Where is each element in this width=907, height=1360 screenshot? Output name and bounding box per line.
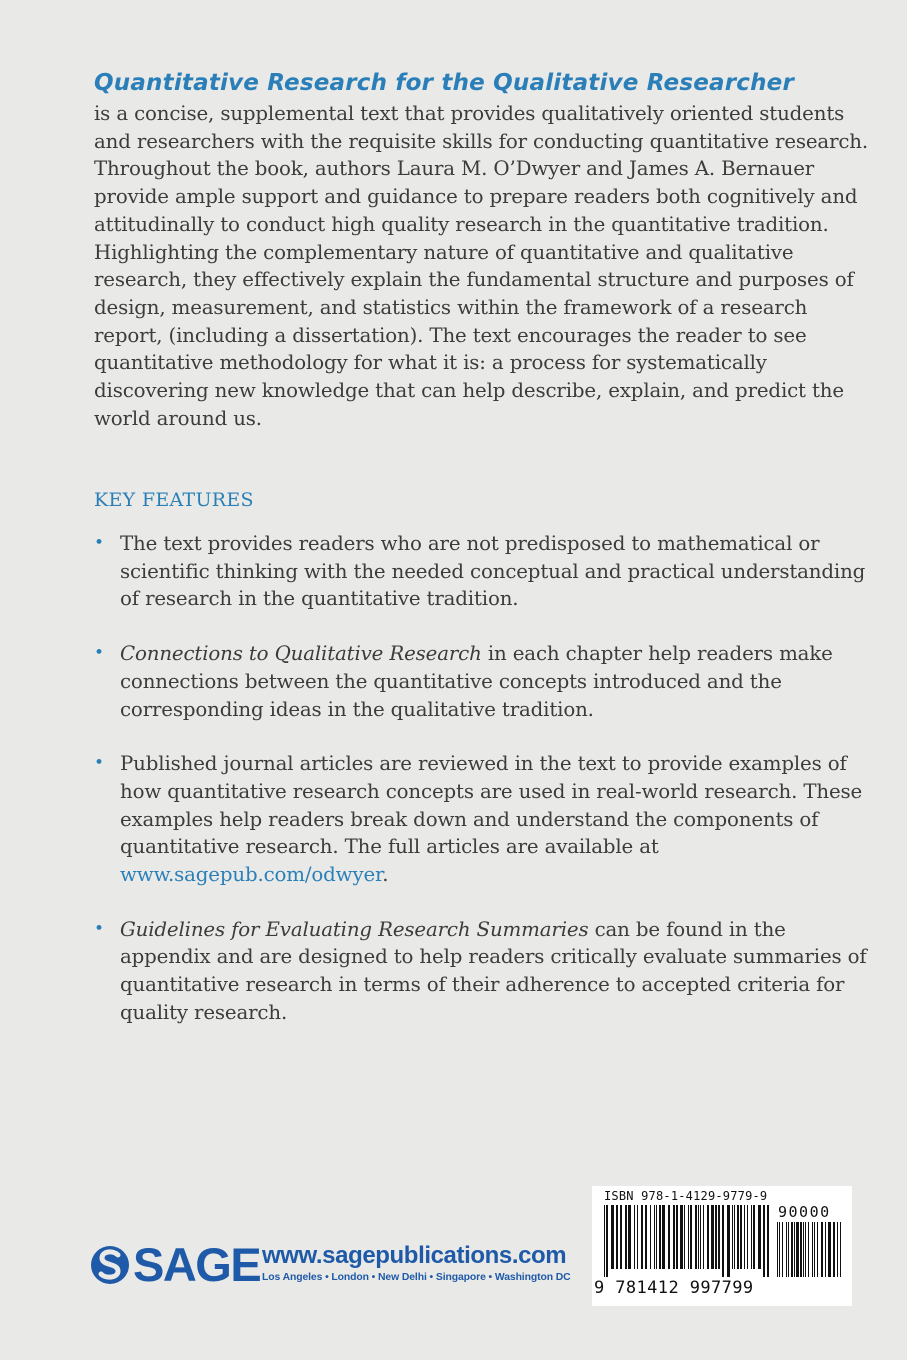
barcode-bar bbox=[645, 1205, 647, 1269]
barcode-bar bbox=[662, 1205, 665, 1269]
barcode-bar bbox=[758, 1205, 761, 1269]
bullet-icon: • bbox=[94, 533, 104, 553]
barcode-bar bbox=[788, 1222, 789, 1277]
barcode-bar bbox=[707, 1205, 709, 1269]
barcode-bar bbox=[606, 1205, 608, 1277]
barcode-bar bbox=[794, 1222, 795, 1277]
barcode-bar bbox=[740, 1205, 742, 1269]
barcode-bar bbox=[734, 1205, 735, 1269]
barcode-bar bbox=[808, 1222, 809, 1277]
barcode-bar bbox=[727, 1205, 730, 1277]
feature-item bbox=[94, 530, 874, 613]
barcode-bar bbox=[744, 1205, 745, 1269]
intro-paragraph: is a concise, supplemental text that provides qualitatively oriented students and researchers with the requisite skills for conducting quantitative research. Throughout the book, authors Laura M. O’Dwyer and James A. Bernauer provide ample support and guidance to prepare readers both cognitively and attitudinally to conduct high quality research in the quantitative tradition. Highlighting the complementary nature of quantitative and qualitative research, they effectively explain the fundamental structure and purposes of design, measurement, and statistics within the framework of a research report, (including a dissertation). The text encourages the reader to see quantitative methodology for what it is: a process for systematically discovering new knowledge that can help describe, explain, and predict the world around us. bbox=[94, 102, 869, 430]
barcode-bar bbox=[680, 1205, 683, 1269]
book-title: Quantitative Research for the Qualitative Researcher bbox=[94, 70, 795, 96]
barcode-bar bbox=[821, 1222, 823, 1277]
isbn-label: ISBN 978-1-4129-9779-9 bbox=[604, 1189, 768, 1203]
key-features-heading: KEY FEATURES bbox=[94, 489, 254, 511]
feature-text-end: . bbox=[382, 863, 389, 887]
bullet-icon: • bbox=[94, 753, 104, 774]
barcode-bar bbox=[747, 1205, 748, 1269]
publisher-website[interactable]: www.sagepublications.com bbox=[262, 1242, 567, 1269]
barcode-bar bbox=[732, 1205, 733, 1269]
barcode-bar bbox=[777, 1222, 778, 1277]
barcode-bar bbox=[656, 1205, 657, 1269]
barcode-bar bbox=[620, 1205, 622, 1269]
barcode-bar bbox=[703, 1205, 704, 1269]
feature-text: The text provides readers who are not predisposed to mathematical or scientific thinking with the needed conceptual and practical understanding of research in the quantitative tradition. bbox=[120, 532, 866, 611]
feature-italic-title: Connections to Qualitative Research bbox=[120, 642, 482, 666]
price-addon-barcode-bars bbox=[777, 1222, 845, 1277]
barcode-bar bbox=[833, 1222, 835, 1277]
barcode-bar bbox=[700, 1205, 701, 1269]
feature-item bbox=[94, 750, 874, 889]
barcode-bar bbox=[637, 1205, 638, 1269]
barcode-bar bbox=[684, 1205, 685, 1269]
barcode-bar bbox=[817, 1222, 818, 1277]
barcode-bar bbox=[751, 1205, 752, 1269]
barcode-bar bbox=[753, 1205, 755, 1269]
barcode-bar bbox=[840, 1222, 841, 1277]
barcode-bar bbox=[695, 1205, 697, 1269]
sage-s-emblem-icon bbox=[89, 1240, 133, 1290]
feature-text: Published journal articles are reviewed in the text to provide examples of how quantitative research concepts are used in real-world research. These examples help readers break down and understand the components of quantitative research. The full articles are available at bbox=[120, 752, 863, 859]
barcode-bar bbox=[825, 1222, 826, 1277]
barcode-bar bbox=[791, 1222, 793, 1277]
barcode-bar bbox=[779, 1222, 780, 1277]
barcode-bar bbox=[828, 1222, 831, 1277]
ean-digits: 9 781412 997799 bbox=[594, 1278, 754, 1298]
barcode-bar bbox=[659, 1205, 661, 1269]
bullet-icon: • bbox=[94, 643, 104, 664]
barcode-bar bbox=[782, 1222, 783, 1277]
barcode-bar bbox=[805, 1222, 806, 1277]
barcode-bar bbox=[611, 1205, 614, 1269]
barcode-bar bbox=[814, 1222, 815, 1277]
barcode-bar bbox=[796, 1222, 799, 1277]
feature-italic-title: Guidelines for Evaluating Research Summaries bbox=[120, 917, 589, 941]
barcode-bar bbox=[786, 1222, 787, 1277]
feature-item bbox=[94, 916, 874, 1027]
barcode-bar bbox=[711, 1205, 714, 1269]
feature-text: can be found in the appendix and are designed to help readers critically evaluate summaries of quantitative research in terms of their adherence to accepted criteria for quality research. bbox=[120, 917, 867, 1024]
barcode-bar bbox=[763, 1205, 765, 1277]
sage-logo bbox=[89, 1238, 261, 1291]
barcode-bar bbox=[673, 1205, 675, 1269]
barcode-bar bbox=[634, 1205, 635, 1269]
barcode-bar bbox=[722, 1205, 724, 1277]
barcode-bar bbox=[737, 1205, 739, 1269]
sage-logo-text: SAGE bbox=[133, 1238, 261, 1291]
barcode-bar bbox=[654, 1205, 655, 1269]
barcode-bar bbox=[616, 1205, 618, 1269]
barcode-bar bbox=[668, 1205, 670, 1269]
odwyer-website-link[interactable]: www.sagepub.com/odwyer bbox=[120, 863, 383, 887]
barcode-bar bbox=[688, 1205, 689, 1269]
barcode-bar bbox=[676, 1205, 678, 1269]
feature-item bbox=[94, 640, 874, 723]
barcode-bar bbox=[690, 1205, 692, 1269]
bullet-icon: • bbox=[94, 918, 104, 939]
publisher-cities: Los Angeles • London • New Delhi • Singapore • Washington DC bbox=[262, 1272, 571, 1283]
key-features-list bbox=[94, 530, 874, 1027]
barcode-bar bbox=[767, 1205, 769, 1277]
isbn-barcode-bars bbox=[604, 1205, 770, 1277]
barcode-bar bbox=[625, 1205, 627, 1269]
barcode-bar bbox=[812, 1222, 813, 1277]
feature-text: in each chapter help readers make connections between the quantitative concepts introduced and the corresponding ideas in the qualitative tradition. bbox=[120, 642, 833, 721]
barcode-bar bbox=[650, 1205, 651, 1269]
price-code: 90000 bbox=[778, 1203, 831, 1221]
barcode-bar bbox=[698, 1205, 699, 1269]
barcode-bar bbox=[715, 1205, 717, 1269]
barcode-bar bbox=[837, 1222, 838, 1277]
barcode-bar bbox=[800, 1222, 802, 1277]
barcode-bar bbox=[718, 1205, 720, 1269]
barcode-bar bbox=[803, 1222, 804, 1277]
barcode-bar bbox=[604, 1205, 605, 1277]
barcode-bar bbox=[641, 1205, 643, 1269]
barcode-bar bbox=[628, 1205, 631, 1269]
